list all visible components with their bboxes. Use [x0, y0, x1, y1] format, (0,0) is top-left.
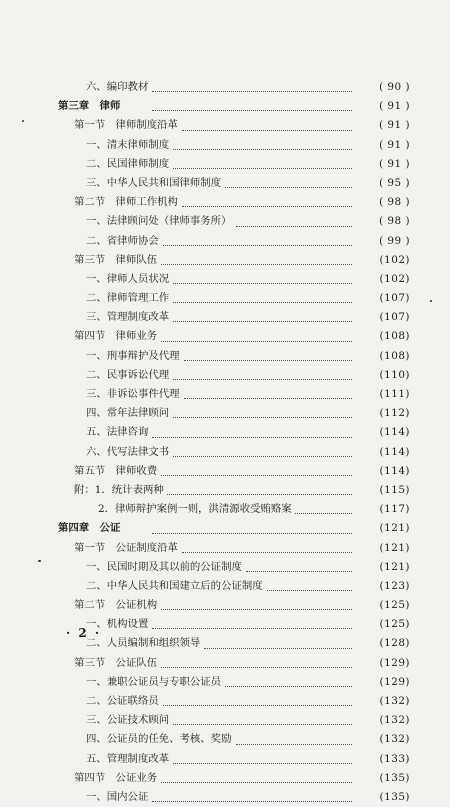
toc-entry-label: 第二节 公证机构 — [74, 599, 158, 612]
dot-leader — [152, 782, 352, 802]
toc-entry-label: 三、中华人民共和国律师制度 — [86, 176, 222, 189]
toc-entry — [58, 539, 410, 558]
toc-page-number: ( 91 ) — [379, 100, 410, 113]
toc-page-number: (121) — [379, 560, 410, 573]
dot-leader — [161, 763, 352, 783]
dot-leader — [173, 130, 352, 150]
dot-leader — [236, 206, 352, 226]
toc-entry-label: 二、省律师协会 — [86, 234, 159, 247]
toc-page-number: (128) — [379, 637, 410, 650]
toc-page-number: (121) — [379, 541, 410, 554]
toc-page-number: (111) — [379, 388, 410, 400]
dot-leader — [246, 552, 352, 572]
toc-page-number: ( 98 ) — [379, 215, 410, 228]
toc-page-number: (129) — [379, 656, 410, 669]
toc-entry-label: 第四节 公证业务 — [74, 771, 158, 784]
dot-leader — [173, 149, 352, 169]
toc-page-number: (108) — [379, 330, 410, 343]
page-number: · 2 · — [66, 626, 102, 640]
dot-leader — [173, 264, 352, 284]
toc-entry-label: 五、法律咨询 — [86, 426, 149, 439]
toc-page-number: ( 95 ) — [379, 176, 410, 189]
toc-page-number: (129) — [379, 675, 410, 688]
dot-leader — [173, 302, 352, 322]
toc-entry-label: 第三章 律师 — [58, 100, 121, 113]
toc-page-number: (115) — [379, 483, 410, 496]
toc-entry-label: 附：1．统计表两种 — [74, 483, 164, 496]
toc-entry-label: 三、非诉讼事件代理 — [86, 388, 180, 400]
toc-entry-label: 第三节 公证队伍 — [74, 656, 158, 669]
dot-leader — [163, 226, 352, 246]
toc-entry-label: 六、代写法律文书 — [86, 445, 170, 458]
toc-entry — [58, 711, 410, 730]
dot-leader — [173, 437, 352, 457]
toc-entry-label: 六、编印教材 — [86, 81, 149, 93]
toc-page-number: (114) — [379, 445, 410, 458]
dot-leader — [184, 341, 352, 361]
dot-leader — [236, 724, 352, 744]
dot-leader — [163, 686, 352, 706]
toc-entry — [58, 481, 410, 500]
dot-leader — [152, 91, 352, 111]
toc-page-number: (108) — [379, 349, 410, 362]
toc-page-number: (112) — [379, 407, 410, 420]
toc-page-number: (132) — [379, 714, 410, 727]
toc-entry-label: 第四节 律师业务 — [74, 330, 158, 343]
dot-leader — [173, 705, 352, 725]
dot-leader — [161, 456, 352, 476]
toc-entry-label: 二、中华人民共和国建立后的公证制度 — [86, 579, 263, 592]
toc-page-number: ( 91 ) — [379, 157, 410, 170]
toc-page-number: (125) — [379, 618, 410, 631]
toc-entry-label: 第四章 公证 — [58, 522, 121, 535]
toc-entry-label: 一、民国时期及其以前的公证制度 — [86, 560, 242, 573]
toc-page-number: (133) — [379, 752, 410, 765]
toc-entry-label: 二、民事诉讼代理 — [86, 368, 170, 381]
dot-leader — [152, 417, 352, 437]
dot-leader — [152, 609, 352, 629]
toc-entry — [58, 558, 410, 577]
toc-page-number: (114) — [379, 464, 410, 477]
dot-leader — [161, 245, 352, 265]
toc-entry-label: 五、管理制度改革 — [86, 752, 170, 765]
dot-leader — [173, 360, 352, 380]
toc-page-number: (123) — [379, 579, 410, 592]
toc-page-number: ( 98 ) — [379, 196, 410, 209]
table-of-contents — [58, 78, 410, 807]
toc-entry-label: 一、兼职公证员与专职公证员 — [86, 675, 222, 688]
toc-entry-label: 第一节 公证制度沿革 — [74, 541, 178, 554]
toc-entry-label: 第五节 律师收费 — [74, 464, 158, 477]
dot-leader — [184, 379, 352, 399]
toc-page-number: (114) — [379, 426, 410, 439]
dot-leader — [173, 398, 352, 418]
toc-entry-label: 三、公证技术顾问 — [86, 714, 170, 727]
toc-entry-label: 2．律师辩护案例一则，洪清源收受贿赂案 — [98, 503, 292, 516]
toc-entry-label: 一、律师人员状况 — [86, 272, 170, 285]
toc-page-number: (102) — [379, 272, 410, 285]
toc-entry-label: 第一节 律师制度沿革 — [74, 119, 178, 132]
toc-entry-label: 一、国内公证 — [86, 790, 149, 803]
dot-leader — [295, 494, 352, 514]
toc-page-number: (132) — [379, 733, 410, 746]
scan-speck — [38, 560, 41, 562]
toc-page-number: (135) — [379, 790, 410, 803]
toc-entry-label: 四、常年法律顾问 — [86, 407, 170, 420]
dot-leader — [152, 72, 352, 92]
toc-page-number: (110) — [379, 368, 410, 381]
toc-entry-label: 一、清末律师制度 — [86, 138, 170, 151]
dot-leader — [225, 168, 352, 188]
dot-leader — [161, 321, 352, 341]
toc-entry-label: 一、法律顾问处（律师事务所） — [86, 215, 232, 228]
toc-entry-label: 三、管理制度改革 — [86, 311, 170, 324]
toc-page-number: (107) — [379, 311, 410, 324]
dot-leader — [182, 533, 352, 553]
toc-entry-label: 第二节 律师工作机构 — [74, 196, 178, 209]
dot-leader — [167, 475, 352, 495]
toc-entry-label: 一、刑事辩护及代理 — [86, 349, 180, 362]
scan-speck — [22, 120, 24, 122]
dot-leader — [152, 513, 352, 533]
toc-entry — [58, 193, 410, 212]
dot-leader — [225, 667, 352, 687]
toc-page-number: (102) — [379, 253, 410, 266]
toc-page-number: ( 91 ) — [379, 138, 410, 151]
toc-page-number: ( 90 ) — [379, 81, 410, 93]
toc-page-number: (117) — [379, 503, 410, 516]
dot-leader — [182, 110, 352, 130]
toc-entry-label: 一、机构设置 — [86, 618, 149, 631]
toc-page-number: (121) — [379, 522, 410, 535]
toc-page-number: (135) — [379, 771, 410, 784]
dot-leader — [161, 590, 352, 610]
dot-leader — [204, 628, 352, 648]
dot-leader — [173, 283, 352, 303]
dot-leader — [173, 744, 352, 764]
toc-entry-label: 二、人员编制和组织领导 — [86, 637, 201, 650]
dot-leader — [182, 187, 352, 207]
dot-leader — [267, 571, 352, 591]
dot-leader — [161, 648, 352, 668]
toc-page-number: (132) — [379, 695, 410, 707]
toc-entry — [58, 788, 410, 807]
toc-page-number: ( 99 ) — [379, 234, 410, 247]
toc-page-number: (125) — [379, 599, 410, 612]
toc-page-number: ( 91 ) — [379, 119, 410, 132]
toc-entry-label: 二、民国律师制度 — [86, 157, 170, 170]
toc-entry-label: 四、公证员的任免、考核、奖励 — [86, 733, 232, 746]
toc-entry-label: 二、公证联络员 — [86, 695, 159, 707]
toc-entry-label: 二、律师管理工作 — [86, 292, 170, 305]
toc-entry-label: 第三节 律师队伍 — [74, 253, 158, 266]
scan-speck — [430, 300, 432, 302]
toc-page-number: (107) — [379, 292, 410, 305]
